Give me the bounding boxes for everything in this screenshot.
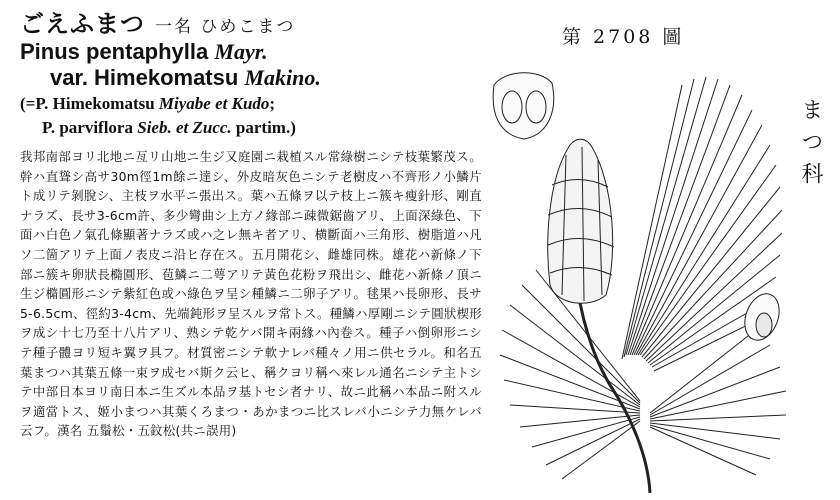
japanese-name: ごえふまつ — [20, 9, 145, 38]
latin-variety: var. Himekomatsu — [50, 65, 239, 90]
needle-cluster-lower-right — [650, 325, 786, 475]
pine-cone — [548, 139, 614, 303]
latin-binomial: Pinus pentaphylla — [20, 39, 209, 64]
synonym-line-2 — [20, 117, 482, 139]
text-column — [20, 4, 482, 441]
synonym-2-name: P. parviflora — [42, 118, 133, 137]
figure-number: 第 2708 圖 — [562, 26, 685, 48]
latin-name-line-1 — [20, 39, 482, 65]
latin-author: Mayr. — [214, 39, 268, 64]
latin-name-line-2 — [20, 65, 482, 91]
alias-name: 一名 ひめこまつ — [155, 17, 296, 37]
title-line — [20, 4, 482, 39]
cone-scale-detail — [493, 73, 554, 139]
synonym-1-author: Miyabe et Kudo — [158, 94, 270, 113]
variety-author: Makino. — [244, 65, 321, 90]
family-label: まつ科 — [798, 98, 823, 194]
synonym-2-author: Sieb. et Zucc. — [137, 118, 232, 137]
pine-branch-illustration — [480, 55, 820, 495]
description-text: 我邦南部ヨリ北地ニ亙リ山地ニ生ジ又庭園ニ栽植スル常綠樹ニシテ枝葉繁茂ス。幹ハ直聳シ高サ30m徑1m餘ニ達シ、外皮暗灰色ニシテ老樹皮ハ不齊形ノ小鱗片ト成リテ剝脫シ、主枝ヲ水平ニ張出ス。葉ハ五條ヲ以テ枝上ニ簇キ瘦針形、剛直ナラズ、長サ3-6cm許、多少彎曲シ上方ノ緣部ニ疎微鋸齒アリ、上面深綠色、下面ハ白色ノ氣孔條顯著ナラズ或ハ之レ無キ者アリ、横斷面ハ三角形、樹脂道ハ凡ソ二箇アリテ上面ノ表皮ニ沿ヒ存在ス。五月開花シ、雌雄同株。雄花ハ新條ノ下部ニ簇キ卵狀長橢圓形、苞鱗ニ二萼アリテ黃色花粉ヲ飛出シ、雌花ハ新條ノ頂ニ生ジ橢圓形ニシテ紫紅色或ハ綠色ヲ呈シ種鱗ニ二卵子アリ。毬果ハ長卵形、長サ5-6.5cm、徑約3-4cm、先端鈍形ヲ呈スルヲ常トス。種鱗ハ厚剛ニシテ圓狀楔形ヲ成シ十七乃至十八片アリ、熟シテ乾ケバ開キ兩緣ハ內卷ス。種子ハ倒卵形ニシテ種子體ヨリ短キ翼ヲ具フ。材質密ニシテ軟ナレバ種々ノ用ニ供セラル。和名五葉まつハ其葉五條一束ヲ成セバ斯ク云ヒ、稱クヨリ稱ヘ來レル通名ニシテ主トシテ中部日本ヨリ南日本ニ生ズル本品ヲ基トセシ者ナリ、故ニ此稱ハ本品ニ附スルヲ適當トス、姬小まつハ其葉くろまつ・あかまつニ比スレバ小ニシテ力無ケレバ云フ。漢名 五鬚松・五鈫松(共ニ誤用) — [20, 149, 482, 439]
synonym-line-1 — [20, 93, 482, 115]
synonym-1-suffix: ; — [269, 94, 276, 113]
synonym-1-name: (=P. Himekomatsu — [20, 94, 155, 113]
synonym-2-suffix: partim.) — [235, 118, 296, 137]
seed-detail — [739, 289, 785, 345]
